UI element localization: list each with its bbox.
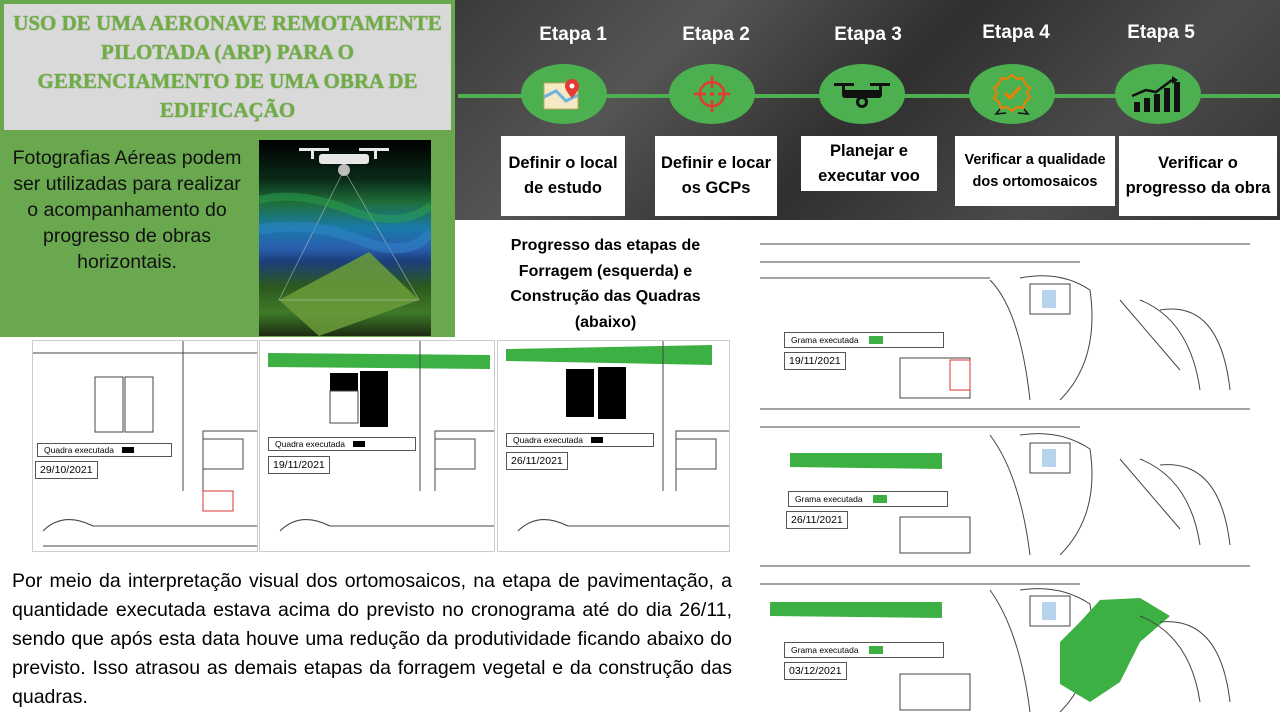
grama-legend-label-3: Grama executada [791, 645, 859, 655]
grama-legend-swatch [869, 336, 883, 344]
quadra-legend-1 [37, 443, 172, 457]
step-4-text: Verificar a qualidade dos ortomosaicos [955, 136, 1115, 206]
quadra-date-2: 19/11/2021 [268, 456, 330, 474]
step-5-label: Etapa 5 [1127, 22, 1195, 43]
grama-date-2: 26/11/2021 [786, 511, 848, 529]
step-4-label: Etapa 4 [982, 22, 1050, 43]
grama-plan-1 [760, 240, 1250, 400]
crosshair-icon [669, 64, 755, 124]
quadra-plan-2 [259, 340, 495, 552]
quadra-legend-3 [506, 433, 654, 447]
drone-icon [819, 64, 905, 124]
grama-date-1: 19/11/2021 [784, 352, 846, 370]
grama-plan-2 [760, 405, 1250, 555]
grama-plan-3 [760, 562, 1250, 712]
steps-panel [455, 0, 1280, 220]
quadra-legend-2 [268, 437, 416, 451]
map-pin-icon [521, 64, 607, 124]
quadra-plan-1 [32, 340, 258, 552]
drone-graphic [299, 148, 389, 176]
grama-legend-swatch [873, 495, 887, 503]
grama-legend-swatch [869, 646, 883, 654]
quality-badge-icon [969, 64, 1055, 124]
step-2-text: Definir e locar os GCPs [655, 136, 777, 216]
step-3-label: Etapa 3 [834, 24, 902, 45]
grama-legend-3 [784, 642, 944, 658]
quadra-legend-label-1: Quadra executada [44, 445, 114, 455]
step-2-label: Etapa 2 [682, 24, 750, 45]
quadra-legend-swatch [122, 447, 134, 453]
body-paragraph: Por meio da interpretação visual dos ortomosaicos, na etapa de pavimentação, a quantidade executada estava acima do previsto no cronograma até do dia 26/11, sendo que após esta data houve uma redução da produtividade ficando abaixo do previsto. Isso atrasou as demais etapas da forragem vegetal e da construção das quadras. [12, 570, 732, 708]
step-1-label: Etapa 1 [539, 24, 607, 45]
grama-legend-label-1: Grama executada [791, 335, 859, 345]
quadra-plan-3 [497, 340, 730, 552]
growth-chart-icon [1115, 64, 1201, 124]
grama-legend-1 [784, 332, 944, 348]
quadra-legend-swatch [353, 441, 365, 447]
grama-date-3: 03/12/2021 [784, 662, 847, 680]
quadra-legend-swatch [591, 437, 603, 443]
step-5-text: Verificar o progresso da obra [1119, 136, 1277, 216]
step-3-text: Planejar e executar voo [801, 136, 937, 191]
page-title: USO DE UMA AERONAVE REMOTAMENTE PILOTADA (ARP) PARA O GERENCIAMENTO DE UMA OBRA DE EDIFICAÇÃO [4, 4, 451, 130]
quadra-date-1: 29/10/2021 [35, 461, 98, 479]
aerial-note-text: Fotografias Aéreas podem ser utilizadas para realizar o acompanhamento do progresso de obras horizontais. [12, 147, 242, 273]
grama-legend-2 [788, 491, 948, 507]
quadra-date-3: 26/11/2021 [506, 452, 568, 470]
title-panel [0, 0, 455, 135]
step-1-text: Definir o local de estudo [501, 136, 625, 216]
progress-caption: Progresso das etapas de Forragem (esquerda) e Construção das Quadras (abaixo) [510, 237, 701, 331]
quadra-legend-label-3: Quadra executada [513, 435, 583, 445]
quadra-legend-label-2: Quadra executada [275, 439, 345, 449]
grama-legend-label-2: Grama executada [795, 494, 863, 504]
drone-survey-image [259, 140, 431, 336]
